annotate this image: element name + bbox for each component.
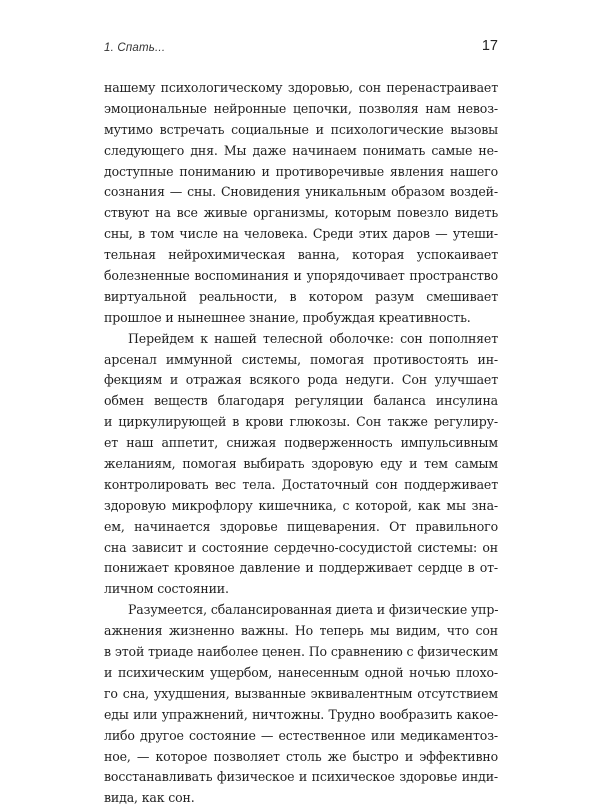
text-line: Разумеется, сбалансированная диета и физические упр- (128, 602, 499, 618)
text-line: ное, — которое позволяет столь же быстро и эффективно (104, 748, 498, 764)
text-line: сознания — сны. Сновидения уникальным образом воздей- (104, 184, 498, 200)
text-line: еды или упражнений, ничтожны. Трудно вообразить какое- (104, 706, 498, 722)
text-line: сны, в том числе на человека. Среди этих даров — утеши- (104, 226, 498, 242)
text-line: болезненные воспоминания и упорядочивает пространство (104, 268, 498, 284)
chapter-title: 1. Спать... (104, 42, 166, 54)
text-line: арсенал иммунной системы, помогая противостоять ин- (104, 351, 498, 367)
paragraph (104, 600, 498, 809)
body-text (104, 78, 498, 809)
text-line: обмен веществ благодаря регуляции баланса инсулина (104, 393, 498, 409)
text-line: здоровую микрофлору кишечника, с которой, как мы зна- (104, 497, 498, 513)
paragraph (104, 78, 498, 329)
text-line: контролировать вес тела. Достаточный сон поддерживает (104, 476, 498, 492)
text-line: и психическим ущербом, нанесенным одной ночью плохо- (104, 664, 498, 680)
text-line: следующего дня. Мы даже начинаем понимать самые не- (104, 142, 498, 158)
text-line: эмоциональные нейронные цепочки, позволяя нам невоз- (104, 100, 498, 116)
text-line: го сна, ухудшения, вызванные эквивалентным отсутствием (104, 685, 498, 701)
text-line: понижает кровяное давление и поддерживает сердце в от- (104, 560, 498, 576)
text-line: нашему психологическому здоровью, сон перенастраивает (104, 80, 498, 95)
text-line: ствуют на все живые организмы, которым повезло видеть (104, 205, 498, 221)
text-line: и циркулирующей в крови глюкозы. Сон также регулиру- (104, 414, 498, 430)
text-line: фекциям и отражая всякого рода недуги. Сон улучшает (104, 372, 498, 388)
text-line: личном состоянии. (104, 581, 229, 597)
text-line: сна зависит и состояние сердечно-сосудистой системы: он (104, 539, 498, 555)
text-line: вида, как сон. (104, 790, 195, 806)
text-line: ажнения жизненно важны. Но теперь мы видим, что сон (104, 623, 498, 639)
text-line: ет наш аппетит, снижая подверженность импульсивным (104, 435, 498, 451)
text-line: в этой триаде наиболее ценен. По сравнению с физическим (104, 644, 498, 660)
running-head (104, 38, 498, 60)
text-line: Перейдем к нашей телесной оболочке: сон пополняет (128, 330, 498, 346)
paragraph (104, 329, 498, 601)
text-line: прошлое и нынешнее знание, пробуждая креативность. (104, 309, 471, 325)
text-line: восстанавливать физическое и психическое здоровье инди- (104, 769, 498, 785)
text-line: либо другое состояние — естественное или медикаментоз- (104, 727, 498, 743)
page-number: 17 (481, 38, 498, 54)
text-line: доступные пониманию и противоречивые явления нашего (104, 163, 498, 179)
text-line: ем, начинается здоровье пищеварения. От правильного (104, 518, 498, 534)
text-line: мутимо встречать социальные и психологические вызовы (104, 121, 498, 137)
text-line: тельная нейрохимическая ванна, которая успокаивает (104, 247, 498, 263)
text-line: виртуальной реальности, в котором разум смешивает (104, 288, 498, 304)
text-line: желаниям, помогая выбирать здоровую еду и тем самым (104, 456, 498, 472)
